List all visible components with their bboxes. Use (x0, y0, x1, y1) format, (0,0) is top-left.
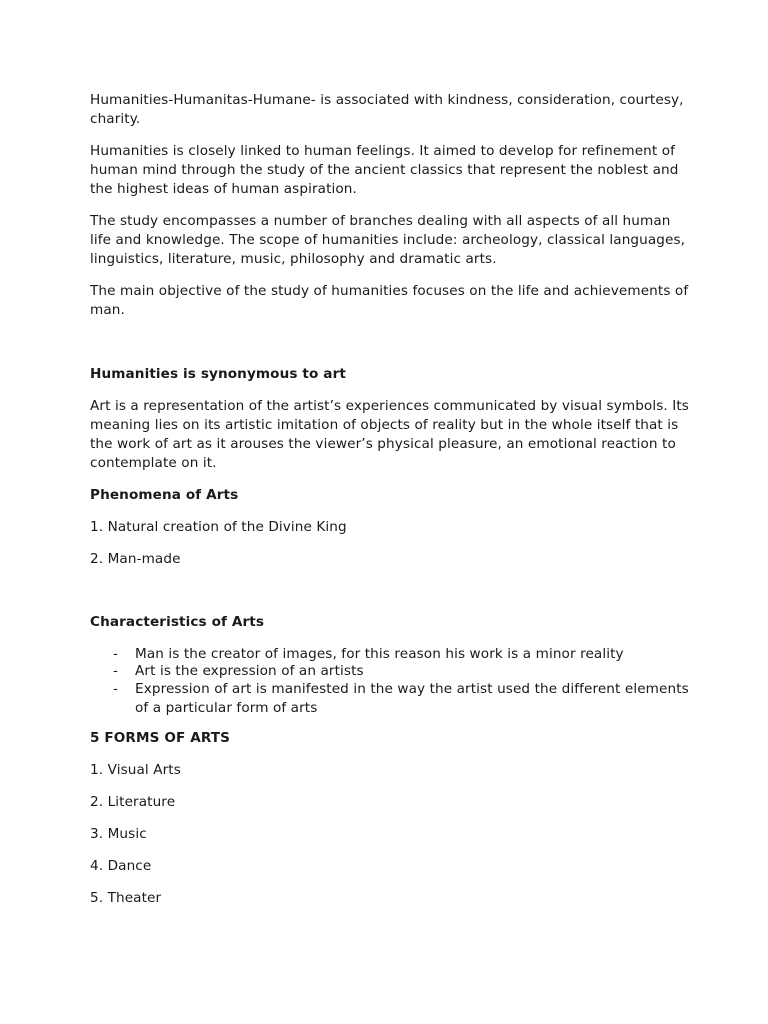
characteristics-list (90, 646, 690, 718)
forms-item-3: 3. Music (90, 826, 147, 842)
characteristics-item-1 (90, 646, 690, 663)
art-section-heading: Humanities is synonymous to art (90, 366, 346, 382)
characteristics-item-text: Man is the creator of images, for this reason his work is a minor reality (135, 646, 624, 662)
forms-item-2: 2. Literature (90, 794, 176, 810)
characteristics-item-3 (90, 680, 690, 718)
dash-bullet: - (113, 646, 119, 662)
forms-item-5: 5. Theater (90, 890, 162, 906)
forms-heading: 5 FORMS OF ARTS (90, 730, 231, 746)
forms-item-4: 4. Dance (90, 858, 152, 874)
phenomena-item-2: 2. Man-made (90, 551, 181, 567)
intro-paragraph-3: The study encompasses a number of branches dealing with all aspects of all human life and knowledge. The scope of humanities include: archeology, classical languages, linguistics, literature, music, philosophy and dramatic arts. (90, 213, 686, 267)
art-section-body: Art is a representation of the artist’s experiences communicated by visual symbols. Its meaning lies on its artistic imitation of objects of reality but in the whole itself that is the work of art as it arouses the viewer’s physical pleasure, an emotional reaction to contemplate on it. (90, 398, 689, 471)
phenomena-heading: Phenomena of Arts (90, 487, 239, 503)
phenomena-item-1: 1. Natural creation of the Divine King (90, 519, 347, 535)
characteristics-heading: Characteristics of Arts (90, 614, 265, 630)
characteristics-item-text: Art is the expression of an artists (135, 663, 364, 679)
intro-paragraph-2: Humanities is closely linked to human feelings. It aimed to develop for refinement of human mind through the study of the ancient classics that represent the noblest and the highest ideas of human aspiration. (90, 143, 679, 197)
characteristics-item-text: Expression of art is manifested in the way the artist used the different elements of a particular form of arts (135, 681, 689, 716)
characteristics-item-2 (90, 663, 690, 680)
forms-item-1: 1. Visual Arts (90, 762, 181, 778)
dash-bullet: - (113, 681, 119, 697)
intro-paragraph-4: The main objective of the study of humanities focuses on the life and achievements of man. (90, 283, 689, 318)
intro-paragraph-1: Humanities-Humanitas-Humane- is associated with kindness, consideration, courtesy, charity. (90, 92, 684, 127)
dash-bullet: - (113, 663, 119, 679)
